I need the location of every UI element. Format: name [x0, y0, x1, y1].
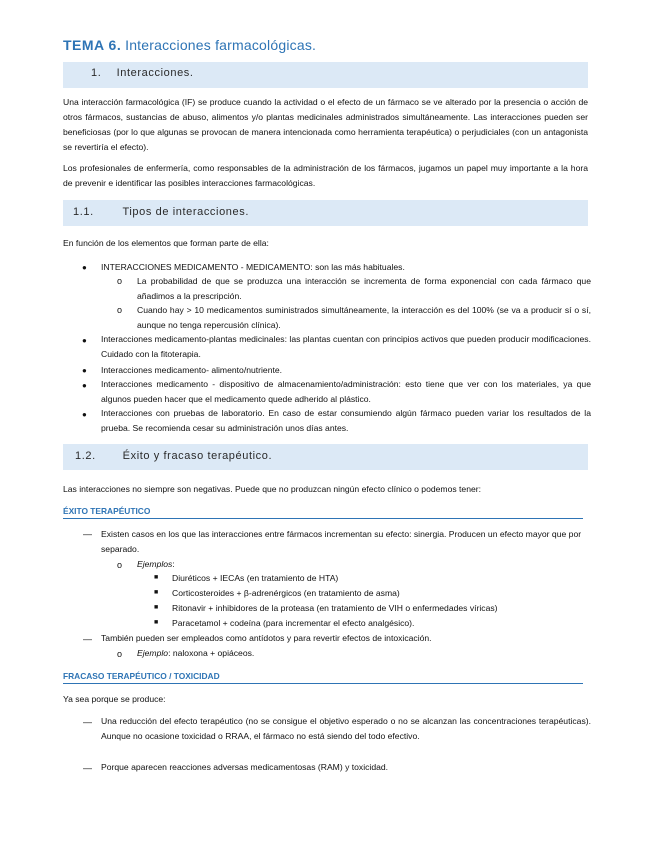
list-item-laboratorio: Interacciones con pruebas de laboratorio. En caso de estar consumiendo algún fármaco pueden variar los resultados de la prueba. Se recomienda cesar su administración unos días antes. [101, 408, 591, 433]
list-item-alimento: Interacciones medicamento- alimento/nutriente. [101, 365, 283, 375]
exito-lead: Las interacciones no siempre son negativas. Puede que no produzcan ningún efecto clínico o podemos tener: [63, 484, 482, 494]
heading-rule [63, 683, 583, 684]
example-naloxona: Ejemplo: naloxona + opiáceos. [137, 648, 255, 658]
section-label: Tipos de interacciones. [122, 206, 249, 218]
example-item-3: Ritonavir + inhibidores de la proteasa (en tratamiento de VIH o enfermedades víricas) [172, 603, 498, 613]
section-number: 1. [91, 67, 102, 79]
list-item-dispositivo: Interacciones medicamento - dispositivo de almacenamiento/administración: esto tiene que ver con los materiales, ya que algunos pueden hacer que el medicamento quede adherido al plástico. [101, 379, 591, 404]
dash-bullet-icon: — [83, 529, 92, 539]
example-item-4: Paracetamol + codeína (para incrementar el efecto analgésico). [172, 618, 415, 628]
section-heading-1-1 [63, 200, 588, 226]
bullet-icon: ● [82, 366, 87, 375]
circle-bullet-icon: o [117, 560, 123, 570]
section-heading-1-2 [63, 444, 588, 470]
topic-number: TEMA 6. [63, 37, 122, 53]
exito-item-sinergia: Existen casos en los que las interacciones entre fármacos incrementan su efecto: sinergia. Producen un efecto mayor que por separado. [101, 529, 582, 554]
bullet-icon: ● [82, 336, 87, 345]
list-item-medicamento-medicamento: INTERACCIONES MEDICAMENTO - MEDICAMENTO: son las más habituales. [101, 262, 405, 272]
tipos-lead: En función de los elementos que forman parte de ella: [63, 238, 269, 248]
sub-item-mas-de-10: Cuando hay > 10 medicamentos suministrados simultáneamente, la interacción es del 100% (se va a producir sí o sí, aunque no tenga repercusión clínica). [137, 305, 591, 330]
example-item-2: Corticosteroides + β-adrenérgicos (en tratamiento de asma) [172, 588, 400, 598]
list-item-plantas: Interacciones medicamento-plantas medicinales: las plantas cuentan con principios activos que pueden producir modificaciones. Cuidado con la fitoterapia. [101, 334, 591, 359]
dash-bullet-icon: — [83, 717, 92, 727]
bullet-icon: ● [82, 410, 87, 419]
section-label: Interacciones. [116, 67, 194, 79]
sub-item-probabilidad: La probabilidad de que se produzca una interacción se incrementa de forma exponencial con cada fármaco que añadimos a la prescripción. [137, 276, 591, 301]
square-bullet-icon: ■ [154, 574, 159, 581]
section-number: 1.1. [73, 206, 94, 218]
exito-heading: ÉXITO TERAPÉUTICO [63, 506, 151, 516]
square-bullet-icon: ■ [154, 589, 159, 596]
circle-bullet-icon: o [117, 649, 123, 659]
intro-paragraph-2: Los profesionales de enfermería, como responsables de la administración de los fármacos, jugamos un papel muy importante a la hora de prevenir e identificar las posibles interacciones farmacológicas. [63, 163, 588, 188]
section-label: Éxito y fracaso terapéutico. [122, 450, 273, 462]
exito-item-antidotos: También pueden ser empleados como antídotos y para revertir efectos de intoxicación. [101, 633, 432, 643]
fracaso-item-reduccion: Una reducción del efecto terapéutico (no se consigue el objetivo esperado o no se alcanzan las concentraciones terapéuticas). Aunque no ocasione toxicidad o RRAA, el fármaco no está siendo del todo efectivo. [101, 716, 591, 741]
example-item-1: Diuréticos + IECAs (en tratamiento de HTA) [172, 573, 339, 583]
fracaso-item-ram: Porque aparecen reacciones adversas medicamentosas (RAM) y toxicidad. [101, 762, 389, 772]
bullet-icon: ● [82, 381, 87, 390]
square-bullet-icon: ■ [154, 619, 159, 626]
heading-rule [63, 518, 583, 519]
fracaso-lead: Ya sea porque se produce: [63, 694, 166, 704]
fracaso-heading: FRACASO TERAPÉUTICO / TOXICIDAD [63, 671, 220, 681]
square-bullet-icon: ■ [154, 604, 159, 611]
dash-bullet-icon: — [83, 634, 92, 644]
examples-label: Ejemplos: [137, 559, 175, 569]
section-heading-1 [63, 62, 588, 88]
circle-bullet-icon: o [117, 276, 123, 286]
dash-bullet-icon: — [83, 763, 92, 773]
bullet-icon: ● [82, 263, 87, 272]
section-number: 1.2. [75, 450, 96, 462]
page-title [63, 37, 316, 53]
topic-title: Interacciones farmacológicas. [125, 37, 317, 53]
intro-paragraph-1: Una interacción farmacológica (IF) se produce cuando la actividad o el efecto de un fármaco se ve alterado por la presencia o acción de otros fármacos, sustancias de abuso, alimentos y/o plantas medicinales administrados simultáneamente. Las interacciones pueden ser beneficiosas (por lo que algunas se provocan de manera intencionada como herramienta terapéutica) o perjudiciales (con un antagonista se revertiría el efecto). [63, 97, 588, 152]
circle-bullet-icon: o [117, 305, 123, 315]
